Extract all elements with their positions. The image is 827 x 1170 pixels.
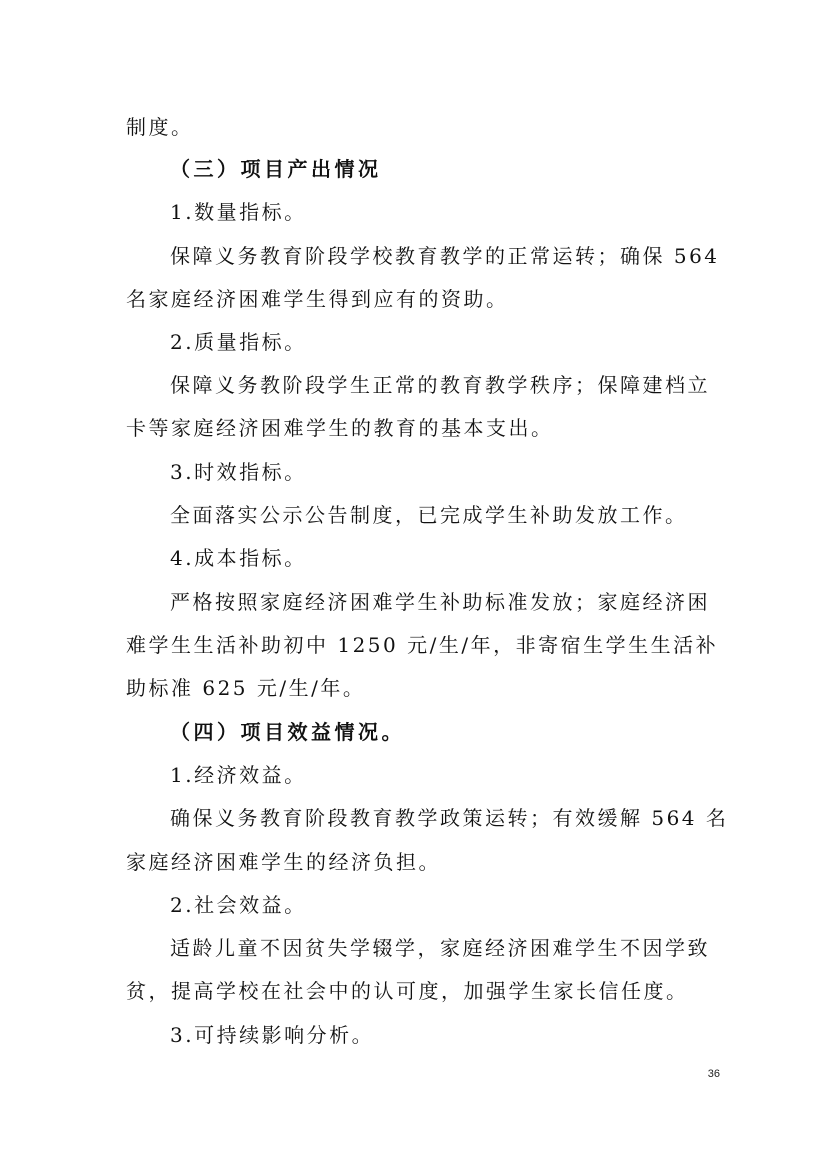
paragraph-line: 严格按照家庭经济困难学生补助标准发放；家庭经济困 [170,590,710,614]
subheading-timeliness: 3.时效指标。 [170,460,307,484]
paragraph-line: 制度。 [126,115,194,139]
subheading-quantity: 1.数量指标。 [170,200,307,224]
paragraph-line: 适龄儿童不因贫失学辍学，家庭经济困难学生不因学致 [170,936,710,960]
paragraph-line: 贫，提高学校在社会中的认可度，加强学生家长信任度。 [126,979,689,1003]
subheading-social: 2.社会效益。 [170,893,307,917]
subheading-cost: 4.成本指标。 [170,546,307,570]
paragraph-line: 保障义务教育阶段学校教育教学的正常运转；确保 564 [170,244,720,268]
paragraph-line: 保障义务教阶段学生正常的教育教学秩序；保障建档立 [170,373,710,397]
paragraph-line: 家庭经济困难学生的经济负担。 [126,850,441,874]
paragraph-line: 确保义务教育阶段教育教学政策运转；有效缓解 564 名 [170,806,729,830]
section-heading-output: （三）项目产出情况 [170,157,382,181]
page-number: 36 [707,1068,720,1080]
paragraph-line: 难学生生活补助初中 1250 元/生/年，非寄宿生学生生活补 [126,633,719,657]
subheading-sustainability: 3.可持续影响分析。 [170,1023,375,1047]
subheading-economic: 1.经济效益。 [170,763,307,787]
paragraph-line: 助标准 625 元/生/年。 [126,676,366,700]
paragraph-line: 全面落实公示公告制度，已完成学生补助发放工作。 [170,503,688,527]
section-heading-benefit: （四）项目效益情况。 [170,720,405,744]
paragraph-line: 卡等家庭经济困难学生的教育的基本支出。 [126,416,554,440]
subheading-quality: 2.质量指标。 [170,330,307,354]
paragraph-line: 名家庭经济困难学生得到应有的资助。 [126,287,509,311]
